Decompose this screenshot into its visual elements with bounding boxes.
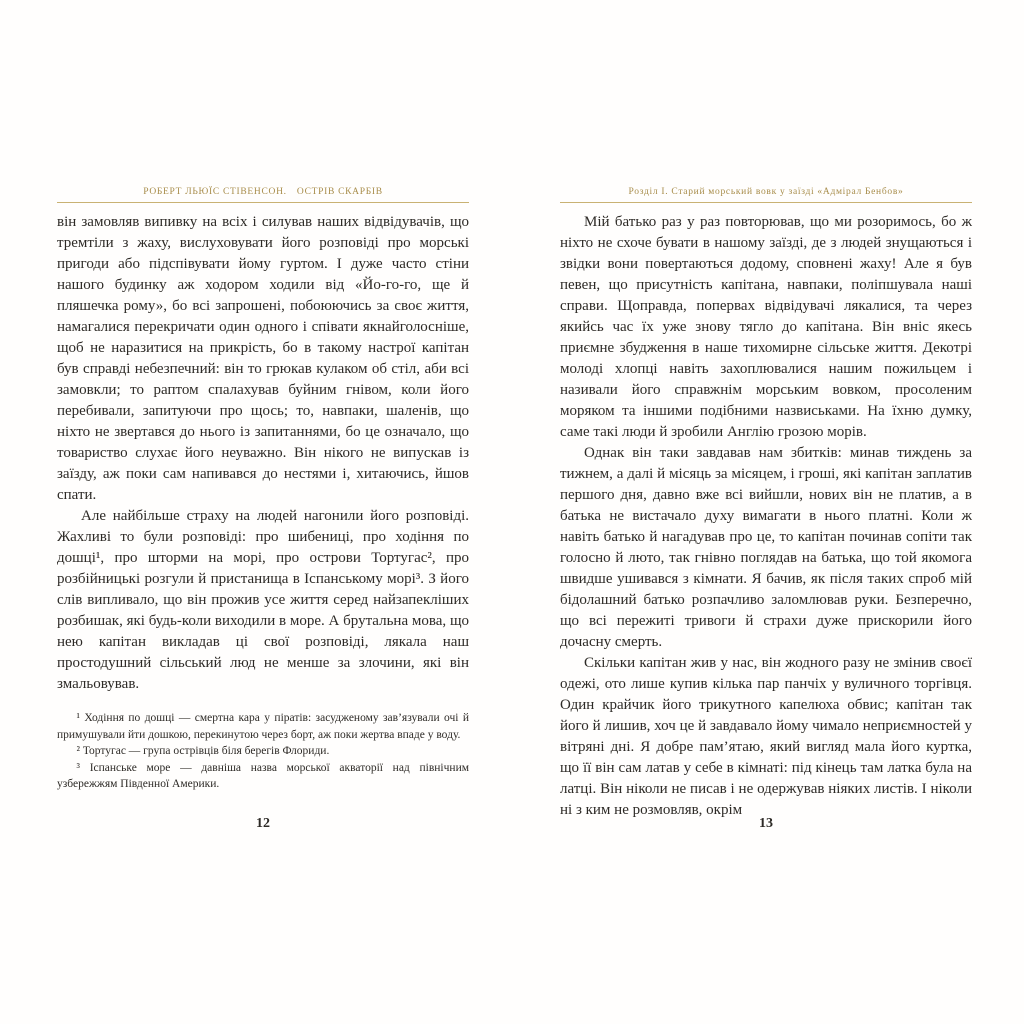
footnote: ¹ Ходіння по дошці — смертна кара у піратів: засудженому зав’язували очі й примушували йти дошкою, перекинутою через борт, аж поки жертва впаде у воду. bbox=[57, 712, 469, 741]
right-page-number: 13 bbox=[759, 816, 773, 831]
left-page bbox=[57, 186, 469, 838]
footnotes-block bbox=[57, 710, 469, 793]
paragraph: Однак він таки завдавав нам збитків: минав тиждень за тижнем, а далі й місяць за місяцем, і гроші, які капітан заплатив першого дня, давно вже всі вийшли, нових він не платив, а в батька не вистачало духу вимагати в нього платні. Коли ж навіть батько й нагадував про це, то капітан починав сопіти так голосно й люто, так гнівно поглядав на батька, що той якомога швидше ушивався з кімнати. Я бачив, як після таких спроб мій бідолашний батько розпачливо заломлював руки. Безперечно, що всі пережиті тривоги й страхи дуже прискорили його дочасну смерть. bbox=[560, 445, 972, 650]
footnote: ² Тортугас — група острівців біля берегів Флориди. bbox=[76, 745, 330, 757]
paragraph: Мій батько раз у раз повторював, що ми розоримось, бо ж ніхто не схоче бувати в нашому заїзді, де з людей знущаються і звідки вони повертаються додому, сповнені жаху! Але я був певен, що присутність капітана, навпаки, поліпшувала наші справи. Щоправда, попервах відвідувачі лякалися, та через якийсь час їх уже знову тягло до капітана. Він вніс якесь приємне збудження в наше тихомирне сільське життя. Декотрі молоді хлопці навіть захоплювалися нашим пожильцем і називали його справжнім морським вовком, просоленим моряком та іншими подібними назвиськами. На їхню думку, саме такі люди й зробили Англію грозою морів. bbox=[560, 214, 972, 440]
right-body-text bbox=[560, 212, 972, 821]
left-page-number: 12 bbox=[256, 816, 270, 831]
right-running-head: Розділ І. Старий морський вовк у заїзді «Адмірал Бенбов» bbox=[628, 187, 904, 197]
left-header-rule bbox=[57, 202, 469, 203]
right-header-rule bbox=[560, 202, 972, 203]
footnote: ³ Іспанське море — давніша назва морської акваторії над північним узбережжям Південної Америки. bbox=[57, 761, 469, 790]
paragraph: Але найбільше страху на людей нагонили його розповіді. Жахливі то були розповіді: про шибениці, про ходіння по дошці¹, про шторми на морі, про острови Тортугас², про розбійницькі розгули й пристанища в Іспанському морі³. З його слів випливало, що він прожив усе життя серед найзапекліших розбишак, які будь-коли виходили в море. А брутальна мова, що нею капітан викладав ці свої розповіді, лякала наш простодушний сільський люд не менше за злочини, які він змальовував. bbox=[57, 508, 469, 692]
right-page bbox=[560, 186, 972, 838]
paragraph: він замовляв випивку на всіх і силував наших відвідувачів, що тремтіли з жаху, вислуховувати його розповіді про морські пригоди або підспівувати йому гуртом. І дуже часто стіни нашого будинку аж ходором ходили від «Йо-го-го, ще й пляшечка рому», бо всі запрошені, побоюючись за своє життя, намагалися перекричати один одного і співати якнайголосніше, щоб не наразитися на прикрість, бо в такому настрої капітан був справді небезпечний: він то грюкав кулаком об стіл, аби всі замовкли; то раптом спалахував буйним гнівом, коли його перебивали, запитуючи про щось; то, навпаки, шаленів, що ніхто не звертався до нього із запитаннями, бо це означало, що товариство слухає його неуважно. Він нікого не випускав із заїзду, аж поки сам напивався до нестями і, хитаючись, йшов спати. bbox=[57, 214, 469, 503]
left-body-text bbox=[57, 212, 469, 695]
left-running-head: РОБЕРТ ЛЬЮЇС СТІВЕНСОН. ОСТРІВ СКАРБІВ bbox=[143, 187, 383, 197]
paragraph: Скільки капітан жив у нас, він жодного разу не змінив своєї одежі, ото лише купив кілька пар панчіх у вуличного торгівця. Один крайчик його трикутного капелюха обвис; капітан так його й лишив, хоч це й завдавало йому чимало неприємностей у вітряні дні. Я добре пам’ятаю, який вигляд мала його куртка, що її він сам латав у себе в кімнаті: під кінець там латка була на латці. Він ніколи не писав і не одержував ніяких листів. І ніколи ні з ким не розмовляв, окрім bbox=[560, 655, 972, 818]
